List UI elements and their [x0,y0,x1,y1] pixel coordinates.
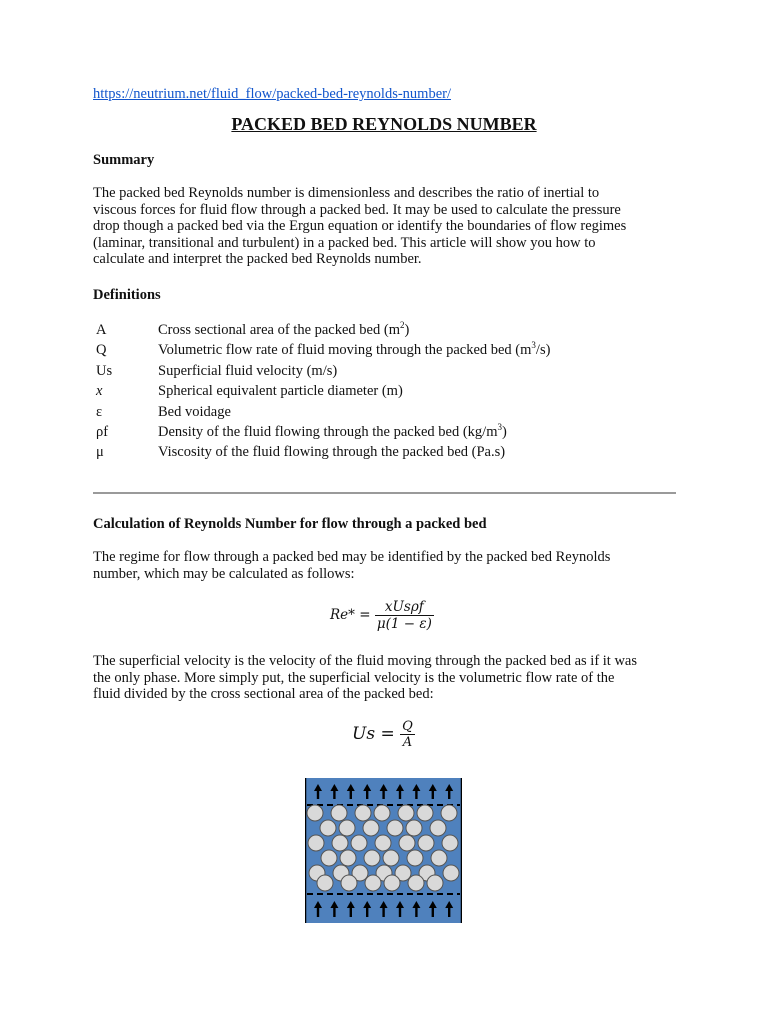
particle [364,850,380,866]
particle [308,835,324,851]
particle [417,805,433,821]
particle [321,850,337,866]
reynolds-equation [330,599,434,632]
particle [406,820,422,836]
particle [442,835,458,851]
paragraph-line: fluid divided by the cross sectional area of the packed bed: [93,686,434,703]
particle [431,850,447,866]
equation-fraction [400,719,415,750]
particle [332,835,348,851]
summary-line: The packed bed Reynolds number is dimensionless and describes the ratio of inertial to [93,185,600,201]
paragraph-line: The regime for flow through a packed bed may be identified by the packed bed Reynolds [93,549,611,565]
calculation-intro-paragraph [93,549,693,582]
particle [331,805,347,821]
definition-description: Volumetric flow rate of fluid moving through the packed bed $(m^3/s)$ [158,340,551,359]
packed-bed-diagram [305,778,462,923]
particle [375,835,391,851]
definition-description: Bed voidage [158,403,231,420]
velocity-paragraph [93,653,693,703]
equation-fraction [375,599,434,632]
velocity-equation [352,719,415,750]
summary-line: calculate and interpret the packed bed Reynolds number. [93,251,422,268]
particle [443,865,459,881]
particle [408,875,424,891]
equation-numerator: xUsρf [375,599,434,616]
particle [374,805,390,821]
particle [351,835,367,851]
particle [307,805,323,821]
particle [320,820,336,836]
summary-paragraph [93,185,693,268]
equation-denominator: A [402,735,413,750]
definition-symbol: A [96,322,107,338]
particle [441,805,457,821]
definition-description: Cross sectional area of the packed bed $(m^2)$ [158,320,410,338]
page-title [0,114,768,135]
particle [384,875,400,891]
paragraph-line: the only phase. More simply put, the superficial velocity is the volumetric flow rate of the [93,669,615,686]
summary-heading: Summary [93,152,155,168]
definition-symbol: μ [96,444,104,461]
calculation-heading: Calculation of Reynolds Number for flow through a packed bed [93,516,487,532]
definition-symbol: x [96,383,103,400]
equation-denominator: μ(1 − ε) [376,616,432,632]
summary-line: (laminar, transitional and turbulent) in a packed bed. This article will show you how to [93,234,596,251]
definition-symbol: ε [96,403,103,420]
particle [387,820,403,836]
definition-description: Superficial fluid velocity (m/s) [158,362,338,379]
particle [427,875,443,891]
particle [407,850,423,866]
particle [355,805,371,821]
equation-lhs: Re* = [330,607,371,623]
definition-symbol: Q [96,342,107,359]
equation-numerator: Q [402,719,413,734]
definition-symbol: Us [96,362,113,379]
paragraph-line: number, which may be calculated as follows: [93,565,355,582]
page-title-text: PACKED BED REYNOLDS NUMBER [231,114,537,134]
particle [340,850,356,866]
definitions-heading: Definitions [93,287,161,303]
definition-description: Spherical equivalent particle diameter (m) [158,383,403,400]
particle [339,820,355,836]
particle [398,805,414,821]
particle [399,835,415,851]
source-link[interactable]: https://neutrium.net/fluid_flow/packed-bed-reynolds-number/ [93,86,451,102]
paragraph-line: The superficial velocity is the velocity of the fluid moving through the packed bed as if it was [93,653,638,669]
definition-description: Viscosity of the fluid flowing through the packed bed (Pa.s) [158,444,506,461]
particle [317,875,333,891]
particle [363,820,379,836]
summary-line: viscous forces for fluid flow through a packed bed. It may be used to calculate the pressure [93,201,621,218]
particle [430,820,446,836]
definition-symbol: ρf [96,423,109,440]
definition-description: Density of the fluid flowing through the packed bed $(kg/m^3)$ [158,421,507,440]
particle [341,875,357,891]
equation-lhs: Us = [352,724,395,744]
particle [365,875,381,891]
particle [383,850,399,866]
summary-line: drop though a packed bed via the Ergun equation or identify the boundaries of flow regimes [93,218,627,235]
particle [418,835,434,851]
section-divider [93,492,676,494]
